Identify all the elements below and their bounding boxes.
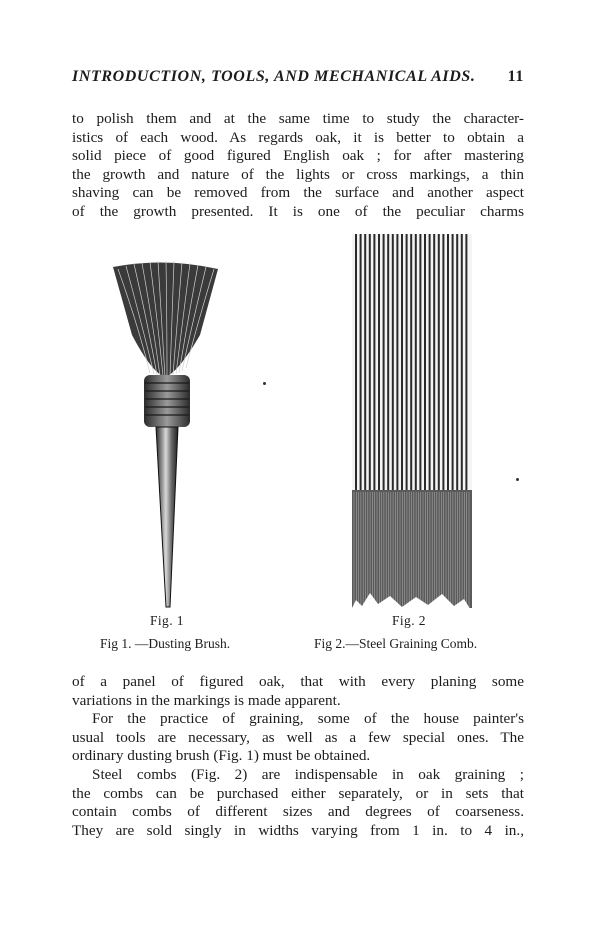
- text-line: ordinary dusting brush (Fig. 1) must be obtained.: [72, 747, 371, 765]
- figure2-number: Fig. 2: [392, 613, 426, 628]
- text-line: the combs can be purchased either separately, or in sets that: [72, 784, 524, 802]
- figure1-caption: Fig 1. —Dusting Brush.: [100, 636, 231, 651]
- text-line: contain combs of different sizes and degrees of coarseness.: [72, 803, 524, 821]
- text-line: shaving can be removed from the surface and another aspect: [72, 184, 524, 202]
- text-line: the growth and nature of the lights or cross markings, a thin: [72, 165, 524, 183]
- steel-graining-comb-illustration: [350, 228, 480, 613]
- ink-speck: [263, 382, 266, 385]
- text-line: For the practice of graining, some of the house painter's: [92, 710, 524, 728]
- text-line: of the growth presented. It is one of the peculiar charms: [72, 202, 524, 220]
- figure1-number: Fig. 1: [150, 613, 184, 628]
- paragraph-bottom: [72, 673, 524, 840]
- page-number: 11: [507, 68, 524, 85]
- figure2-caption: Fig 2.—Steel Graining Comb.: [314, 636, 478, 651]
- header-title: INTRODUCTION, TOOLS, AND MECHANICAL AIDS.: [72, 68, 476, 85]
- text-line: of a panel of figured oak, that with every planing some: [72, 673, 524, 690]
- text-line: to polish them and at the same time to study the character-: [72, 110, 524, 127]
- text-line: usual tools are necessary, as well as a few special ones. The: [72, 728, 524, 746]
- paragraph-top: [72, 110, 524, 222]
- text-line: variations in the markings is made apparent.: [72, 691, 341, 709]
- text-line: They are sold singly in widths varying from 1 in. to 4 in.,: [72, 821, 524, 839]
- text-line: Steel combs (Fig. 2) are indispensable in oak graining ;: [92, 765, 524, 783]
- dusting-brush-illustration: [108, 255, 223, 615]
- text-line: istics of each wood. As regards oak, it is better to obtain a: [72, 128, 524, 146]
- text-line: solid piece of good figured English oak ; for after mastering: [72, 147, 524, 165]
- ink-speck: [516, 478, 519, 481]
